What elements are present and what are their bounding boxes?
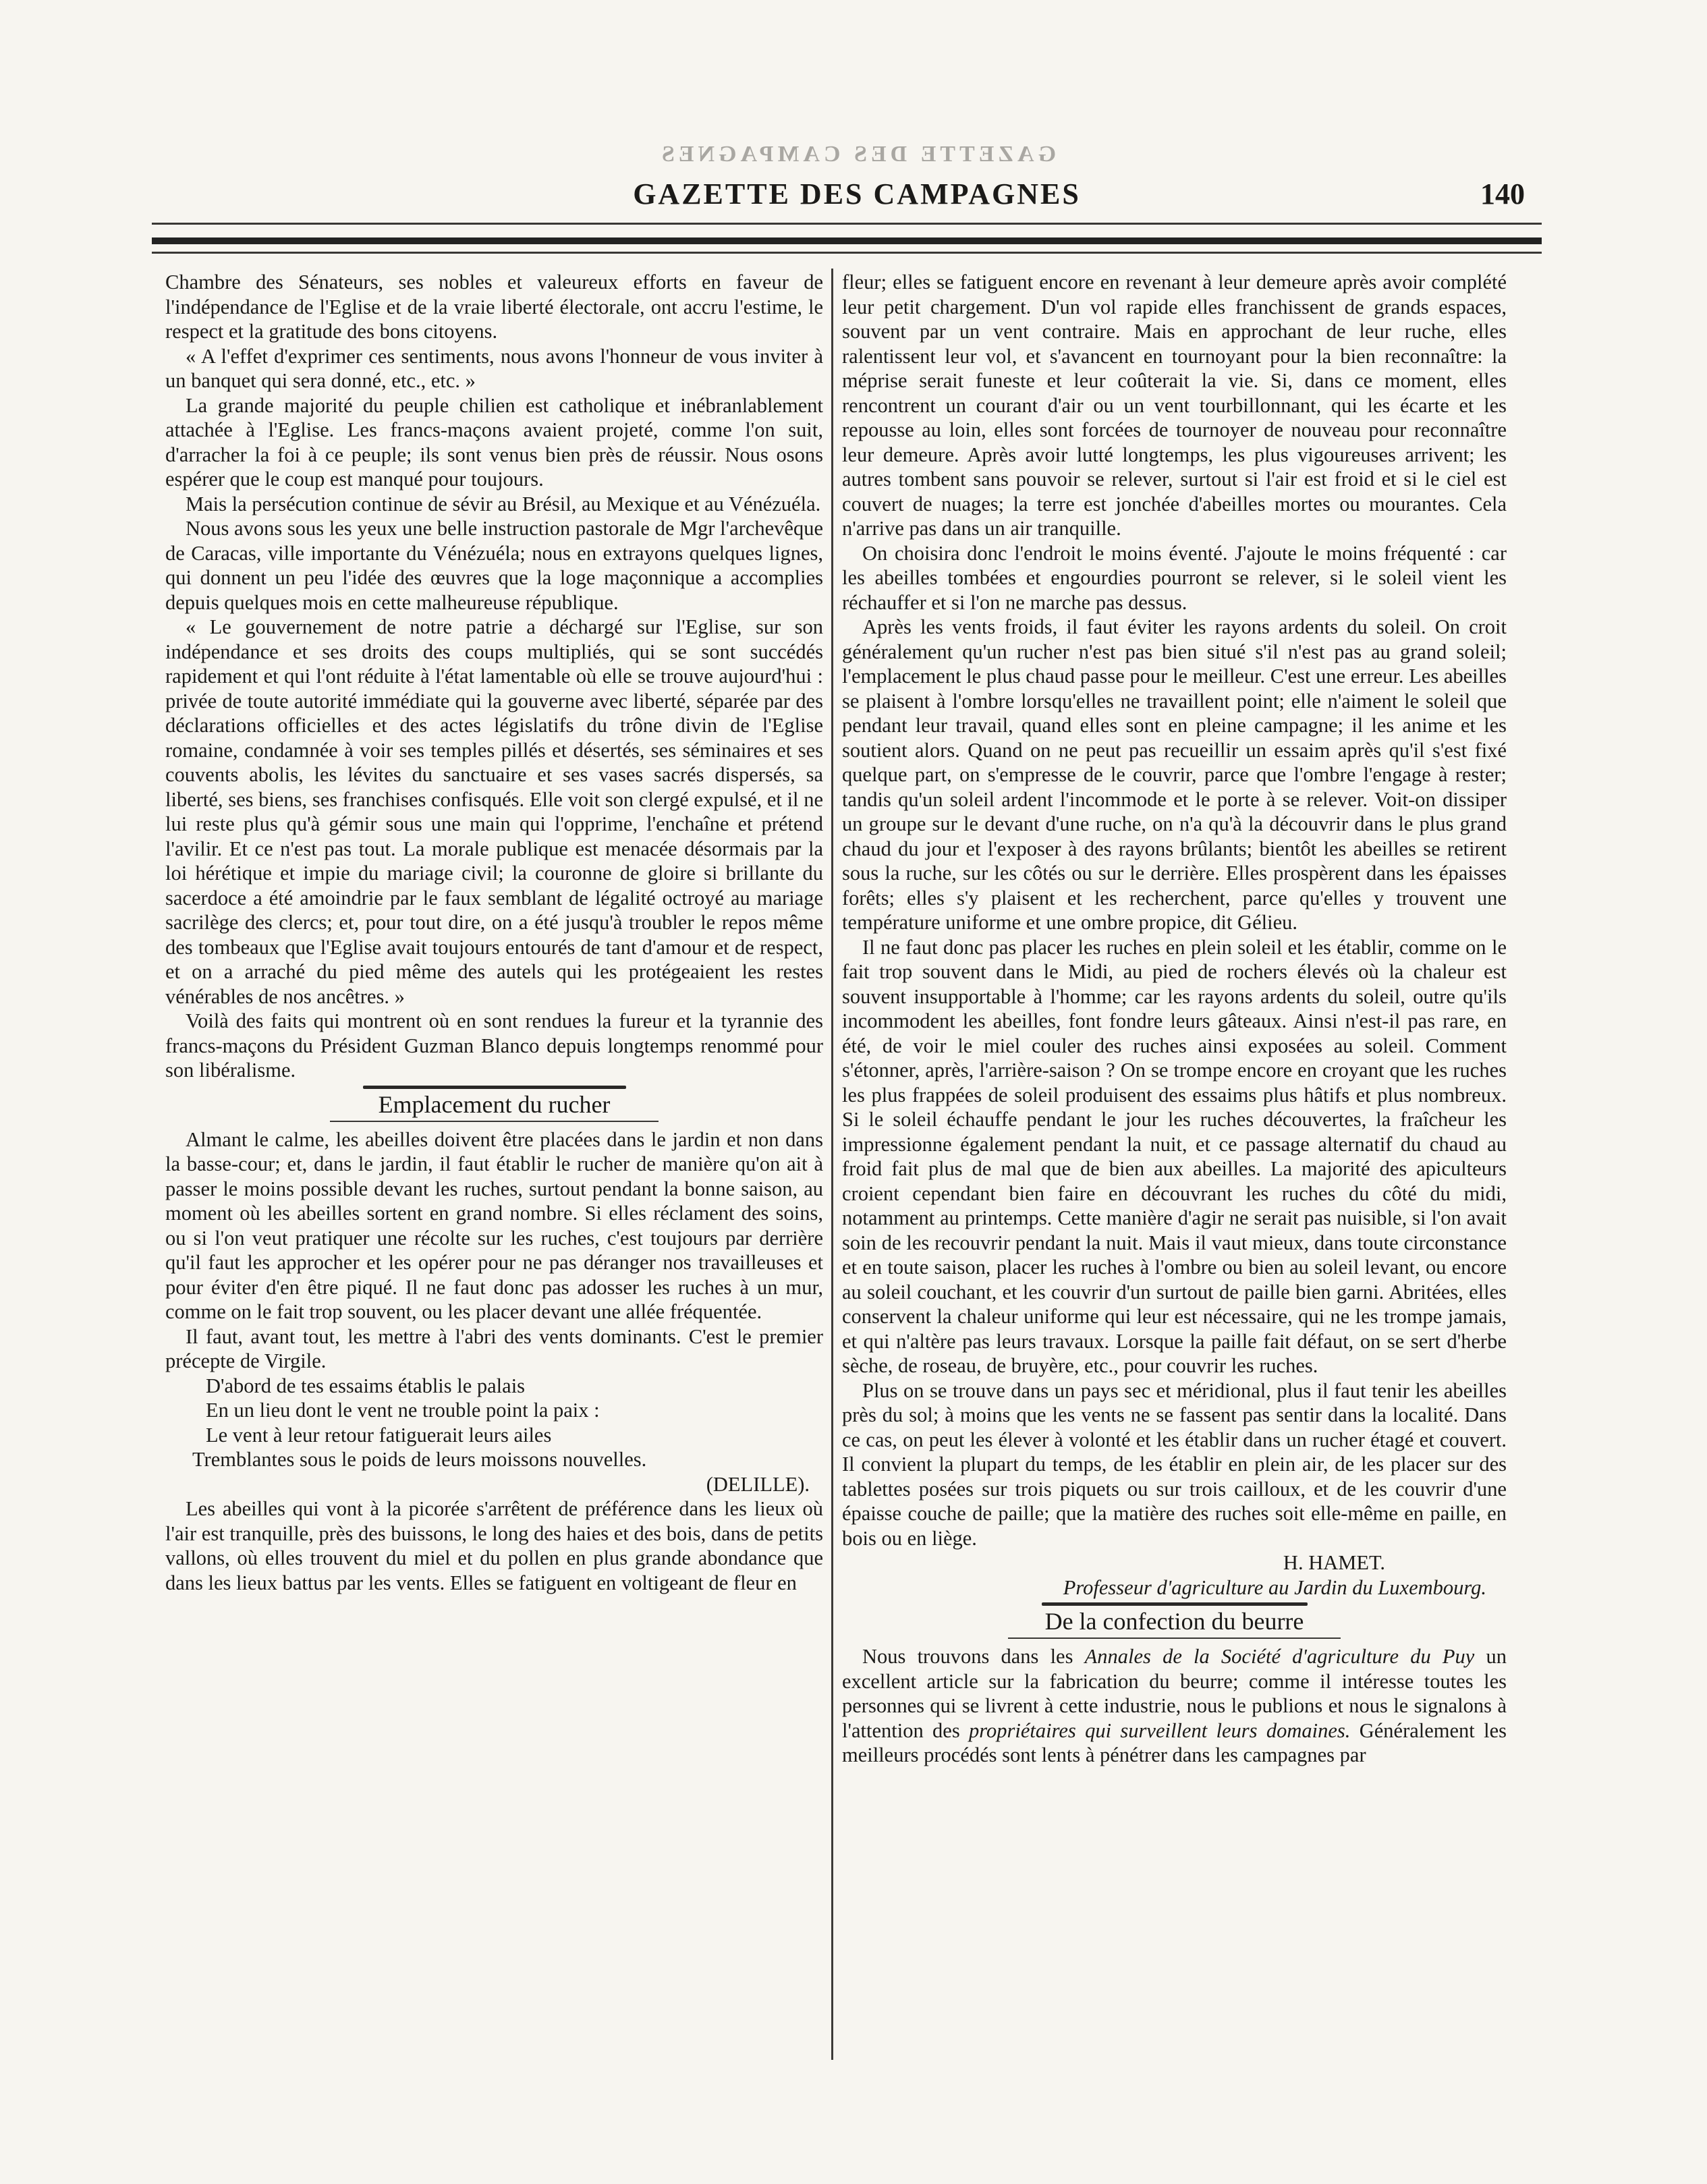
header-rule	[152, 252, 1542, 254]
right-column	[842, 270, 1507, 1768]
verse-line: Le vent à leur retour fatiguerait leurs ailes	[206, 1423, 552, 1447]
paragraph: Chambre des Sénateurs, ses nobles et valeureux efforts en faveur de l'indépendance de l'Eglise et de la vraie liberté électorale, ont accru l'estime, le respect et la gratitude des bons citoyens.	[165, 271, 823, 343]
paragraph: « A l'effet d'exprimer ces sentiments, nous avons l'honneur de vous inviter à un banquet qui sera donné, etc., etc. »	[165, 344, 823, 392]
masthead-title: GAZETTE DES CAMPAGNES	[633, 177, 1081, 211]
paragraph: Après les vents froids, il faut éviter les rayons ardents du soleil. On croit généralement qu'un rucher n'est pas bien situé s'il n'est pas au grand soleil; l'emplacement le plus chaud passe pour le meilleur. C'est une erreur. Les abeilles se plaisent à l'ombre lorsqu'elles ne travaillent point; elle n'aiment le soleil que pendant leur travail, quand elles sont en pleine campagne; il les anime et les soutient alors. Quand on ne peut pas recueillir un essaim après qu'il s'est fixé quelque part, on s'empresse de le couvrir, parce que l'ombre l'engage à rester; tandis qu'un soleil ardent l'incommode et le porte à se relever. Voit-on dissiper un groupe sur le devant d'une ruche, on n'a qu'à la découvrir dans le plus grand chaud du jour et l'exposer à des rayons brûlants; bientôt les abeilles se retirent sous la ruche, sur les côtés ou sur le derrière. Elles prospèrent dans les épaisses forêts; elles s'y plaisent et les recherchent, parce qu'elles y trouvent une température uniforme et une ombre propice, dit Gélieu.	[842, 615, 1507, 934]
verse-line: D'abord de tes essaims établis le palais	[206, 1374, 526, 1397]
paragraph: Mais la persécution continue de sévir au Brésil, au Mexique et au Vénézuéla.	[186, 492, 821, 515]
section-heading-beurre: De la confection du beurre	[842, 1606, 1507, 1636]
paragraph: Almant le calme, les abeilles doivent être placées dans le jardin et non dans la basse-cour; et, dans le jardin, il faut établir le rucher de manière qu'on ait à passer le moins possible devant les ruches, surtout pendant la bonne saison, au moment où les abeilles sortent en grand nombre. Si elles réclament des soins, ou si l'on veut pratiquer une récolte sur les ruches, c'est toujours par derrière qu'il faut les approcher et les opérer pour ne pas déranger nos travailleuses et pour éviter d'en être piqué. Il ne faut donc pas adosser les ruches à un mur, comme on le fait trop souvent, ou les placer devant une allée fréquentée.	[165, 1127, 823, 1323]
paragraph: fleur; elles se fatiguent encore en revenant à leur demeure après avoir complété leur petit chargement. D'un vol rapide elles franchissent de grands espaces, souvent par un vent contraire. Mais en approchant de leur ruche, elles ralentissent leur vol, et s'avancent en tournoyant pour la bien reconnaître: la méprise serait funeste et leur coûterait la vie. Si, dans ce moment, elles rencontrent un courant d'air ou un vent tourbillonnant, qui les écarte et les repousse au loin, elles sont forcées de tournoyer de nouveau pour reconnaître leur demeure. Après avoir lutté longtemps, les plus vigoureuses arrivent; les autres tombent sans pouvoir se relever, surtout si l'air est froid et si le ciel est couvert de nuages; la terre est jonchée d'abeilles mortes ou mourantes. Cela n'arrive pas dans un air tranquille.	[842, 271, 1507, 540]
header-rule-thick	[152, 237, 1542, 244]
publication-title: Annales de la Société d'agriculture du Puy	[1084, 1645, 1475, 1668]
paragraph: Il ne faut donc pas placer les ruches en plein soleil et les établir, comme on le fait trop souvent dans le Midi, au pied de rochers élevés où la chaleur est souvent insupportable à l'homme; car les rayons ardents du soleil, outre qu'ils incommodent les abeilles, font fondre leurs gâteaux. Ainsi n'est-il pas rare, en été, de voir le miel couler des ruches ainsi exposées au soleil. Comment s'étonner, après, l'arrière-saison ? On se trompe encore en croyant que les ruches les plus frappées de soleil produisent des essaims plus hâtifs et plus nombreux. Si le soleil échauffe pendant le jour les ruches découvertes, la fraîcheur les impressionne également pendant la nuit, et ce passage alternatif du chaud au froid fait plus de mal que de bien aux abeilles. La majorité des apiculteurs croient cependant bien faire en découvrant les ruches du côté du midi, notamment au printemps. Cette manière d'agir ne serait pas nuisible, si l'on avait soin de les recouvrir pendant la nuit. Mais il vaut mieux, dans toute circonstance et en toute saison, placer les ruches à l'ombre ou bien au soleil levant, ou encore au soleil couchant, et les couvrir d'un surtout de paille bien garni. Abritées, elles conservent la chaleur uniforme qui leur est nécessaire, qui ne les trompe jamais, et qui n'altère pas leurs travaux. Lorsque la paille fait défaut, on se sert d'herbe sèche, de roseau, de bruyère, etc., pour couvrir les ruches.	[842, 935, 1507, 1377]
text-run: Généralement les meilleurs procédés sont lents à pénétrer dans les campagnes par	[842, 1718, 1507, 1766]
column-divider	[831, 269, 833, 2060]
emphasis-text: propriétaires qui surveillent leurs domaines.	[969, 1718, 1351, 1742]
paragraph: « Le gouvernement de notre patrie a déchargé sur l'Eglise, sur son indépendance et ses droits des coups multipliés, qui se sont succédés rapidement et qui l'ont réduite à l'état lamentable où elle se trouve aujourd'hui : privée de toute autorité immédiate qui la gouverne avec liberté, séparée par des déclarations officielles et des actes législatifs du trône divin de l'Eglise romaine, condamnée à voir ses temples pillés et désertés, ses séminaires et ses couvents abolis, les lévites du sanctuaire et ses vases sacrés dispersés, sa liberté, ses biens, ses franchises confisqués. Elle voit son clergé expulsé, et il ne lui reste plus qu'à gémir sous une main qui l'opprime, l'enchaîne et prétend l'avilir. Et ce n'est pas tout. La morale publique est menacée désormais par la loi hérétique et impie du mariage civil; la couronne de gloire si brillante du sacerdoce a été amoindrie par le faux semblant de légalité octroyé au mariage sacrilège des clercs; et, pour tout dire, on a été jusqu'à troubler le repos même des tombeaux que l'Eglise avait toujours entourés de tant d'amour et de respect, et on a arraché du pied même des autels qui les protégeaient les restes vénérables de nos ancêtres. »	[165, 615, 823, 1008]
paragraph: Nous avons sous les yeux une belle instruction pastorale de Mgr l'archevêque de Caracas, ville importante du Vénézuéla; nous en extrayons quelques lignes, qui donnent un peu l'idée des œuvres que la loge maçonnique a accomplies depuis quelques mois en cette malheureuse république.	[165, 517, 823, 614]
bleed-through-header: GAZETTE DES CAMPAGNES	[657, 142, 1057, 167]
author-signature: H. HAMET.	[1283, 1551, 1385, 1574]
paragraph: Plus on se trouve dans un pays sec et méridional, plus il faut tenir les abeilles près du sol; à moins que les vents ne se fassent pas sentir dans la localité. Dans ce cas, on peut les élever à volonté et les établir dans un rucher étagé et couvert. Il convient la plupart du temps, de les établir en plein air, de les placer sur des tablettes posées sur trois piquets ou sur trois cailloux, et de les couvrir d'une épaisse couche de paille; que la matière des ruches soit elle-même en paille, en bois ou en liège.	[842, 1378, 1507, 1550]
text-run: Nous trouvons dans les	[862, 1645, 1085, 1668]
paragraph: La grande majorité du peuple chilien est catholique et inébranlablement attachée à l'Eglise. Les francs-maçons avaient projeté, comme l'on suit, d'arracher la foi à ce peuple; ils sont venus bien près de réussir. Nous osons espérer que le coup est manqué pour toujours.	[165, 393, 823, 491]
paragraph	[842, 1644, 1507, 1768]
paragraph: Les abeilles qui vont à la picorée s'arrêtent de préférence dans les lieux où l'air est tranquille, près des buissons, le long des haies et des bois, dans de petits vallons, où elles trouvent du miel et du pollen en plus grande abondance que dans les lieux battus par les vents. Elles se fatiguent en voltigeant de fleur en	[165, 1497, 823, 1594]
author-affiliation: Professeur d'agriculture au Jardin du Luxembourg.	[1063, 1575, 1486, 1599]
verse-attribution: (DELILLE).	[706, 1472, 810, 1496]
paragraph: Voilà des faits qui montrent où en sont rendues la fureur et la tyrannie des francs-maçons du Président Guzman Blanco depuis longtemps renommé pour son libéralisme.	[165, 1009, 823, 1082]
header-rule	[152, 223, 1542, 225]
paragraph: Il faut, avant tout, les mettre à l'abri des vents dominants. C'est le premier précepte de Virgile.	[165, 1324, 823, 1372]
section-heading-rucher: Emplacement du rucher	[165, 1090, 823, 1119]
page-number: 140	[1480, 177, 1525, 211]
text-run: un excellent article sur la fabrication du beurre; comme il intéresse toutes les personnes qui se livrent à cette industrie, nous le publions et nous le signalons à l'attention des	[842, 1645, 1507, 1742]
paragraph: On choisira donc l'endroit le moins éventé. J'ajoute le moins fréquenté : car les abeilles tombées et engourdies pourront se relever, si le soleil vient les réchauffer et si l'on ne marche pas dessus.	[842, 541, 1507, 614]
verse-line: Tremblantes sous le poids de leurs moissons nouvelles.	[192, 1448, 647, 1471]
verse-line: En un lieu dont le vent ne trouble point la paix :	[206, 1399, 600, 1422]
left-column	[165, 270, 823, 1595]
